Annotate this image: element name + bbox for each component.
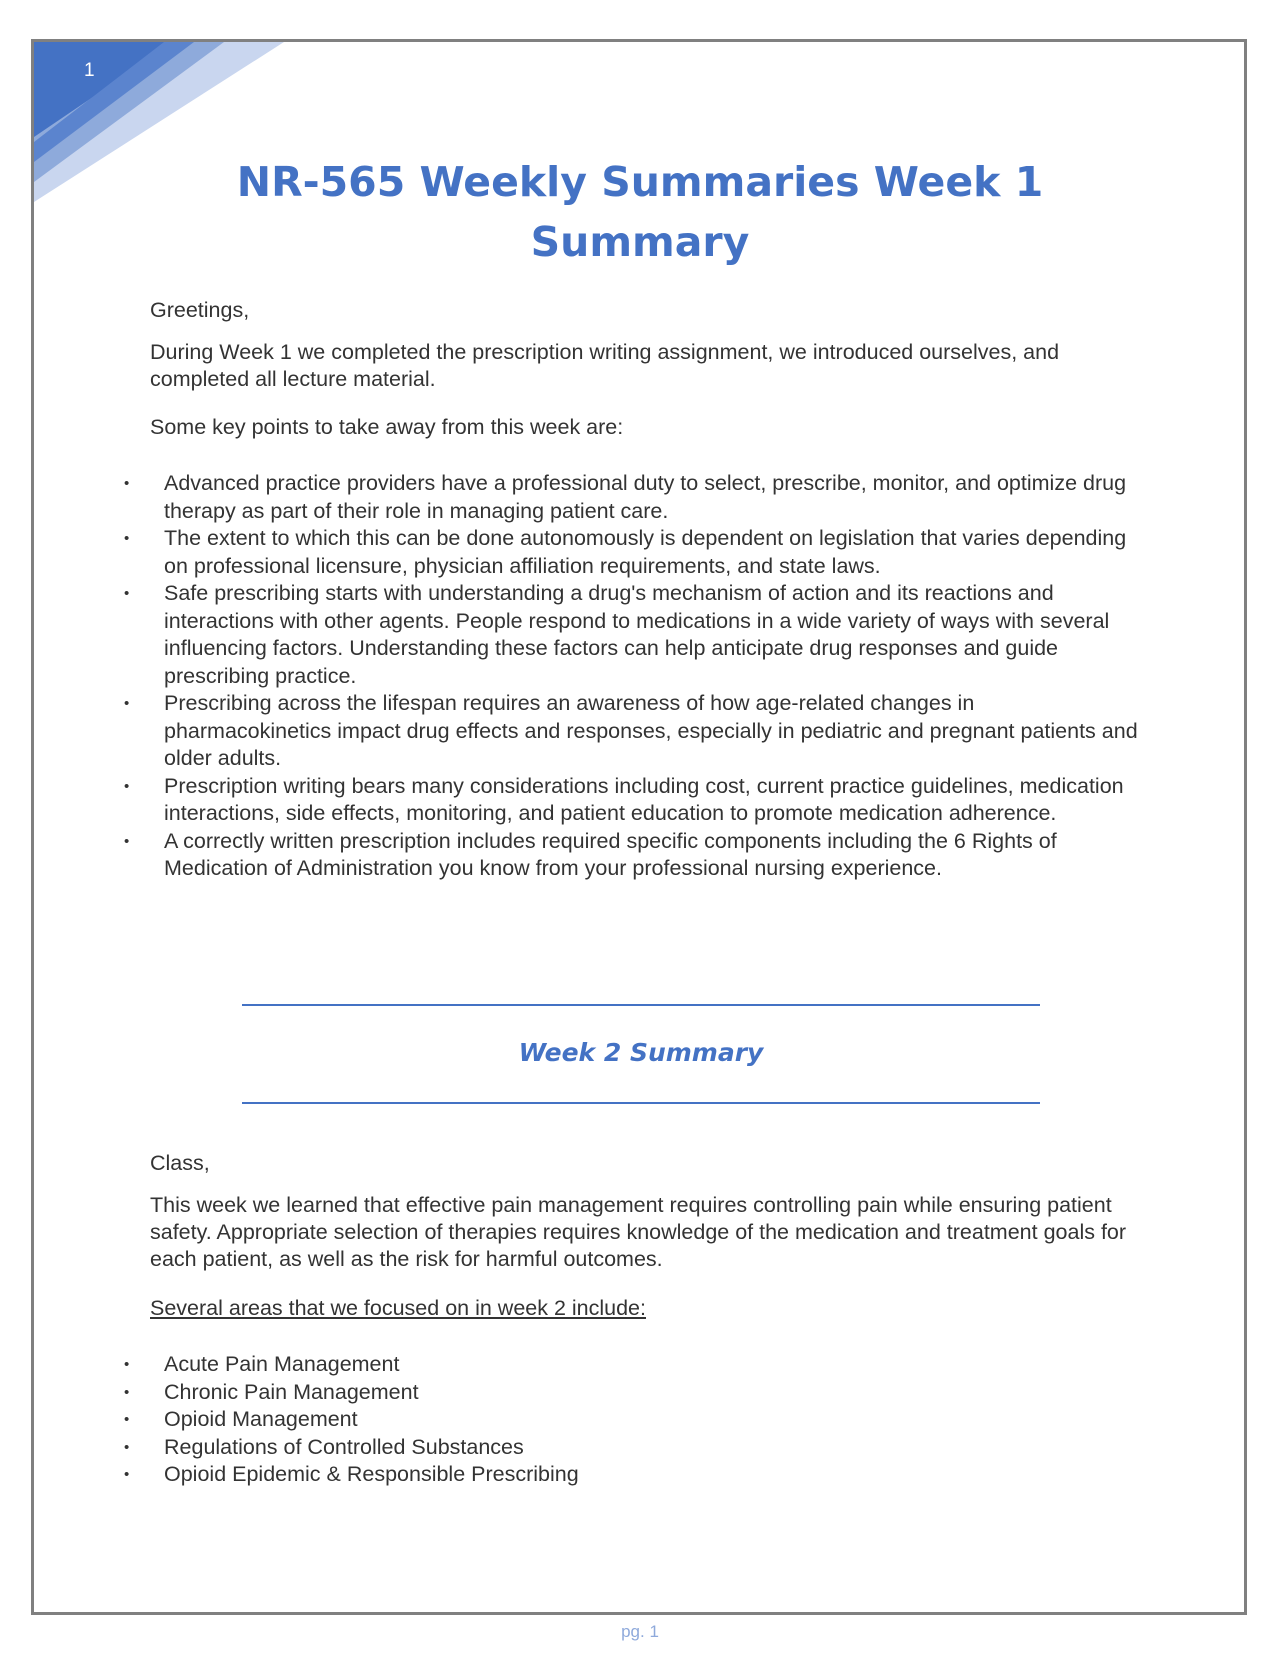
week1-intro: During Week 1 we completed the prescription writing assignment, we introduced ourselves, and completed all lecture material. <box>150 340 1060 391</box>
week1-key-points <box>120 470 1140 883</box>
list-item: • Chronic Pain Management <box>120 1379 1140 1407</box>
week1-greeting: Greetings, <box>150 298 250 322</box>
section-divider-top <box>242 1004 1040 1006</box>
week2-lead-in: Several areas that we focused on in week 2 include: <box>150 1296 646 1320</box>
list-item: • The extent to which this can be done autonomously is dependent on legislation that varies depending on professional licensure, physician affiliation requirements, and state laws. <box>120 525 1140 580</box>
week2-intro: This week we learned that effective pain management requires controlling pain while ensuring patient safety. Appropriate selection of therapies requires knowledge of the medication and treatment goals for each patient, as well as the risk for harmful outcomes. <box>150 1193 1127 1271</box>
list-item: • Prescribing across the lifespan requires an awareness of how age-related changes in pharmacokinetics impact drug effects and responses, especially in pediatric and pregnant patients and older adults. <box>120 690 1140 773</box>
week2-topics <box>120 1351 1140 1489</box>
page-footer-number: pg. 1 <box>621 1622 659 1641</box>
list-item: • A correctly written prescription includes required specific components including the 6 Rights of Medication of Administration you know from your professional nursing experience. <box>120 828 1140 883</box>
list-item: • Opioid Epidemic & Responsible Prescribing <box>120 1461 1140 1489</box>
list-item: • Prescription writing bears many considerations including cost, current practice guidelines, medication interactions, side effects, monitoring, and patient education to promote medication adherence. <box>120 773 1140 828</box>
list-item: • Advanced practice providers have a professional duty to select, prescribe, monitor, and optimize drug therapy as part of their role in managing patient care. <box>120 470 1140 525</box>
corner-page-number: 1 <box>84 60 95 81</box>
week2-heading: Week 2 Summary <box>518 1038 764 1067</box>
list-item: • Regulations of Controlled Substances <box>120 1434 1140 1462</box>
week2-greeting: Class, <box>150 1151 210 1175</box>
section-divider-bottom <box>242 1102 1040 1104</box>
list-item: • Acute Pain Management <box>120 1351 1140 1379</box>
document-title: NR-565 Weekly Summaries Week 1 Summary <box>236 158 1044 266</box>
list-item: • Opioid Management <box>120 1406 1140 1434</box>
week1-lead-in: Some key points to take away from this week are: <box>150 415 624 439</box>
list-item: • Safe prescribing starts with understanding a drug's mechanism of action and its reactions and interactions with other agents. People respond to medications in a wide variety of ways with several influencing factors. Understanding these factors can help anticipate drug responses and guide prescribing practice. <box>120 580 1140 690</box>
